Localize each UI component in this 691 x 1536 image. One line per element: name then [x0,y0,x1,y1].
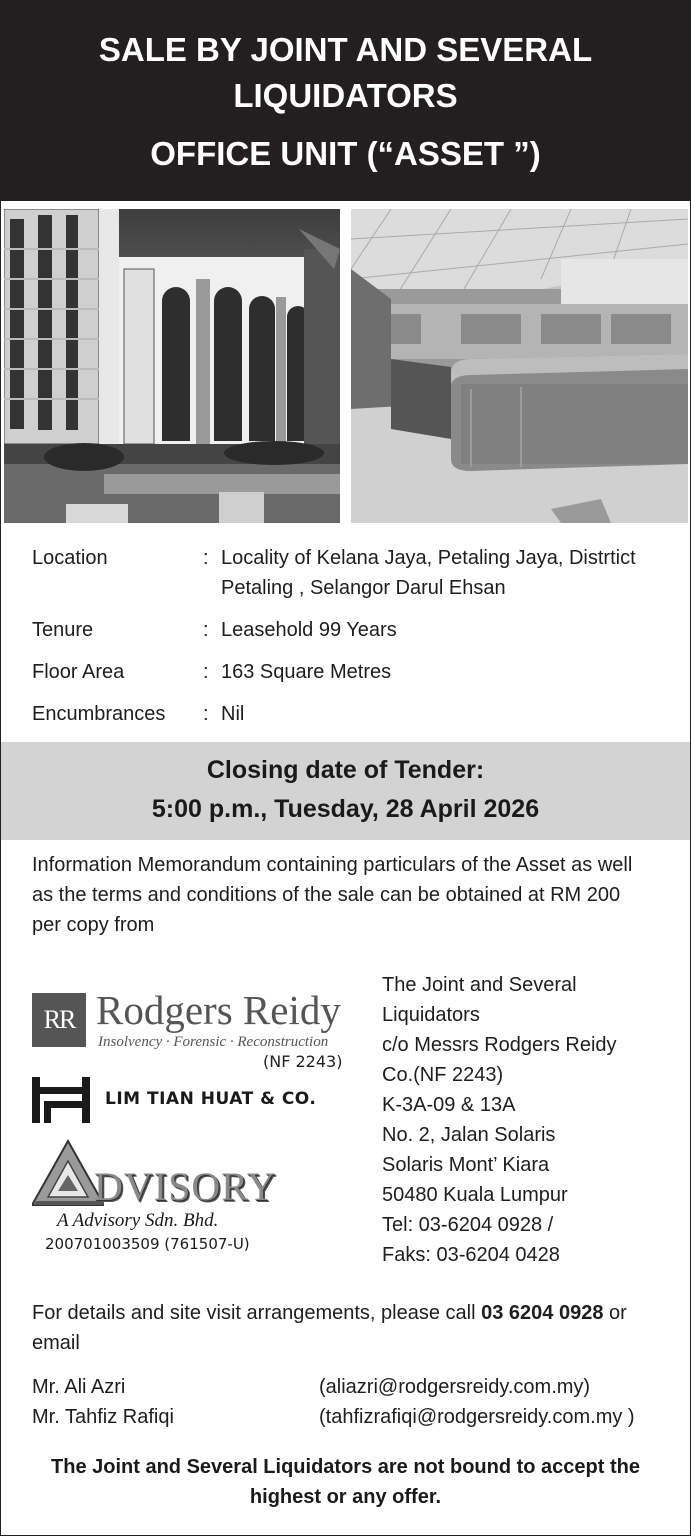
building-exterior-photo [4,209,340,523]
detail-label: Floor Area [32,661,125,683]
contact-email[interactable]: (tahfizrafiqi@rodgersreidy.com.my ) [319,1406,635,1428]
address-line: Solaris Mont’ Kiara [382,1154,550,1176]
lim-tian-huat-name: LIM TIAN HUAT & CO. [105,1089,317,1109]
header-banner [1,1,690,201]
contact-name: Mr. Ali Azri [32,1376,126,1398]
disclaimer-line-1: The Joint and Several Liquidators are not bound to accept the [51,1456,640,1478]
closing-date-value: 5:00 p.m., Tuesday, 28 April 2026 [151,795,540,823]
advisory-wordmark: DVISORY [94,1164,277,1209]
address-line: 50480 Kuala Lumpur [382,1184,568,1206]
rodgers-reidy-nf-number: (NF 2243) [263,1052,343,1071]
advisory-company-name: A Advisory Sdn. Bhd. [57,1210,219,1231]
contact-name: Mr. Tahfiz Rafiqi [32,1406,174,1428]
detail-value: 163 Square Metres [221,661,392,683]
details-call-phone: 03 6204 0928 [481,1302,604,1324]
detail-colon: : [203,661,209,683]
address-line: Co.(NF 2243) [382,1064,504,1086]
memorandum-line-3: per copy from [32,914,155,936]
lim-tian-huat-logo-icon [32,1077,90,1123]
details-call-suffix: or [603,1302,627,1324]
details-call-prefix: For details and site visit arrangements, please call [32,1302,482,1324]
address-line: K-3A-09 & 13A [382,1094,516,1116]
address-line: The Joint and Several [382,974,577,996]
memorandum-line-1: Information Memorandum containing particulars of the Asset as well [32,854,633,876]
detail-value-line-1: Locality of Kelana Jaya, Petaling Jaya, Distrtict [221,547,636,569]
building-exterior-image [4,209,340,523]
detail-value [221,543,681,603]
detail-colon: : [203,703,209,725]
advisory-registration-number: 200701003509 (761507-U) [45,1235,250,1253]
title-line-3: OFFICE UNIT (“ASSET ”) [150,135,541,172]
disclaimer-line-2: highest or any offer. [249,1486,442,1508]
details-call-line-2: email [32,1332,80,1354]
address-line: No. 2, Jalan Solaris [382,1124,556,1146]
detail-label: Encumbrances [32,703,166,725]
address-line: Liquidators [382,1004,480,1026]
title-line-1: SALE BY JOINT AND SEVERAL [98,31,593,68]
rodgers-reidy-name: Rodgers Reidy [96,987,341,1033]
detail-value-line-2: Petaling , Selangor Darul Ehsan [221,577,506,599]
address-fax: Faks: 03-6204 0428 [382,1244,560,1266]
detail-label: Location [32,547,108,569]
detail-colon: : [203,619,209,641]
detail-value: Leasehold 99 Years [221,619,397,641]
office-interior-photo [351,209,688,523]
liquidators-address [382,970,617,1270]
detail-label: Tenure [32,619,94,641]
closing-date-heading: Closing date of Tender: [206,756,485,784]
detail-value: Nil [221,703,245,725]
address-telephone: Tel: 03-6204 0928 / [382,1214,554,1236]
memorandum-line-2: as the terms and conditions of the sale can be obtained at RM 200 [32,884,621,906]
title-line-2: LIQUIDATORS [233,77,458,114]
address-line: c/o Messrs Rodgers Reidy [382,1034,617,1056]
rodgers-reidy-logo-mark: RR [32,993,86,1047]
details-call-line [32,1298,627,1328]
rodgers-reidy-tagline: Insolvency · Forensic · Reconstruction [98,1034,329,1050]
closing-date-banner [1,742,690,840]
office-interior-image [351,209,688,523]
contact-email[interactable]: (aliazri@rodgersreidy.com.my) [319,1376,591,1398]
detail-colon: : [203,547,209,569]
